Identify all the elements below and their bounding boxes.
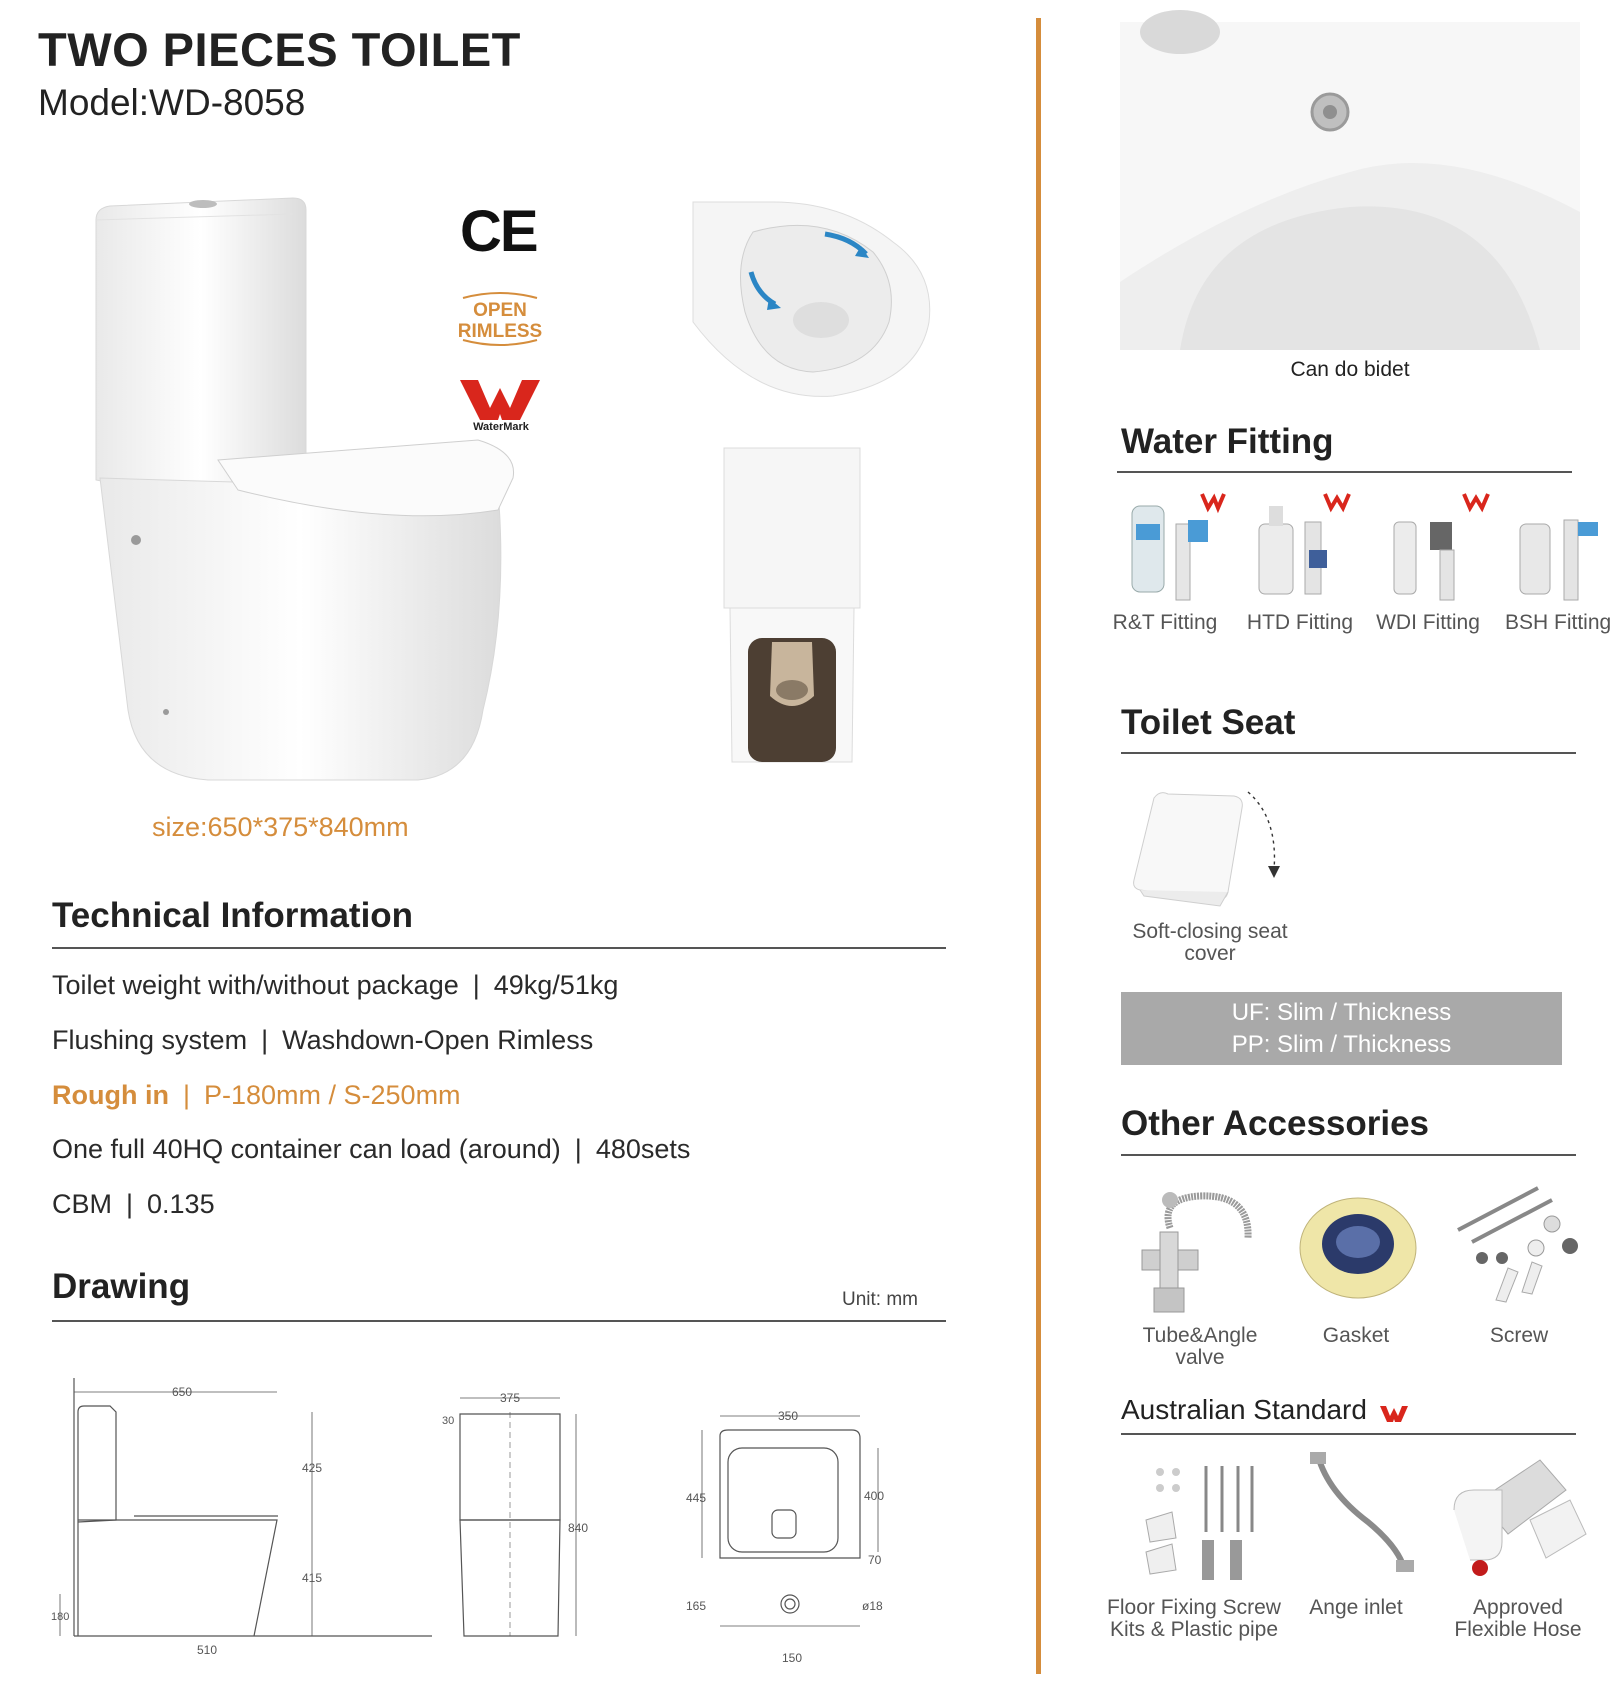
drawing-plan-outlet (772, 1510, 796, 1538)
dim-415: 415 (302, 1571, 323, 1585)
bidet-photo-image (1120, 22, 1580, 350)
soft-closing-seat-icon (1130, 788, 1290, 910)
info-value: P-180mm / S-250mm (203, 1080, 461, 1110)
info-separator: | (574, 1134, 582, 1164)
open-rimless-badge (455, 300, 545, 342)
info-value: 49kg/51kg (493, 970, 619, 1000)
australian-standard-divider (1121, 1433, 1576, 1435)
dim-510: 510 (197, 1643, 218, 1657)
floor-fixing-kit-icon (1140, 1462, 1260, 1582)
tube-angle-valve-icon (1140, 1188, 1260, 1318)
ange-inlet-icon (1308, 1452, 1418, 1572)
flexible-hose-icon (1450, 1450, 1590, 1580)
dim-375: 375 (500, 1391, 521, 1405)
info-label: Rough in (52, 1080, 169, 1110)
accessory-label-gasket: Gasket (1322, 1324, 1390, 1347)
toilet-seat-title: Toilet Seat (1121, 703, 1296, 742)
dim-30: 30 (442, 1415, 455, 1427)
info-value: Washdown-Open Rimless (282, 1025, 594, 1055)
info-label: One full 40HQ container can load (around) (52, 1134, 561, 1164)
product-size: size:650*375*840mm (152, 812, 409, 842)
dim-150: 150 (782, 1651, 803, 1665)
seat-option-pp: PP: Slim / Thickness (1231, 1031, 1452, 1058)
seat-option-uf: UF: Slim / Thickness (1231, 999, 1452, 1026)
dim-180: 180 (51, 1611, 70, 1623)
australian-standard-title: Australian Standard (1121, 1394, 1367, 1425)
fitting-label-bsh: BSH Fitting (1505, 611, 1611, 634)
au-label-floor-fixing: Floor Fixing Screw Kits & Plastic pipe (1107, 1596, 1281, 1642)
model-number: Model:WD-8058 (38, 82, 306, 123)
water-fitting-title: Water Fitting (1121, 422, 1334, 461)
dim-400: 400 (864, 1489, 885, 1503)
other-accessories-divider (1121, 1154, 1576, 1156)
drawing-plan-outline (720, 1430, 860, 1558)
drawing-side-tank (78, 1406, 116, 1636)
drawing-plan-inlet (781, 1595, 799, 1613)
dim-840: 840 (568, 1521, 589, 1535)
dim-70: 70 (868, 1553, 882, 1567)
watermark-logo-text: WaterMark (473, 421, 529, 433)
toilet-back-view-image (722, 446, 862, 764)
seat-options-box (1121, 992, 1562, 1065)
info-label: Toilet weight with/without package (52, 970, 459, 1000)
other-accessories-title: Other Accessories (1121, 1104, 1430, 1143)
dim-350: 350 (778, 1409, 799, 1423)
info-separator: | (126, 1189, 134, 1219)
drawing-divider (52, 1320, 946, 1322)
watermark-small-icon (1380, 1404, 1410, 1426)
water-fitting-divider (1117, 471, 1572, 473)
accessory-label-screw: Screw (1489, 1324, 1549, 1347)
info-row-container (52, 1134, 690, 1165)
screw-icon (1452, 1182, 1586, 1302)
bsh-fitting-icon (1516, 514, 1600, 604)
au-label-flexible-hose: Approved Flexible Hose (1454, 1596, 1582, 1642)
watermark-logo-icon (460, 378, 550, 422)
dim-445: 445 (686, 1491, 707, 1505)
info-row-weight (52, 970, 618, 1001)
info-value: 0.135 (147, 1189, 215, 1219)
info-row-rough-in (52, 1080, 461, 1111)
drawing-side-bowl (78, 1520, 277, 1636)
info-value: 480sets (595, 1134, 691, 1164)
fitting-label-wdi: WDI Fitting (1376, 611, 1480, 634)
technical-info-title: Technical Information (52, 896, 414, 935)
dim-18: ø18 (862, 1599, 883, 1613)
info-row-cbm (52, 1189, 215, 1220)
gasket-icon (1298, 1192, 1418, 1302)
dim-650: 650 (172, 1385, 193, 1399)
bidet-caption: Can do bidet (1290, 358, 1410, 381)
drawing-plan-bowl (728, 1448, 838, 1552)
page-title: TWO PIECES TOILET (38, 23, 521, 76)
seat-caption: Soft-closing seat cover (1132, 920, 1288, 966)
info-label: Flushing system (52, 1025, 248, 1055)
technical-drawing (52, 1372, 942, 1680)
ce-mark-icon: CE (460, 199, 537, 264)
info-separator: | (261, 1025, 269, 1055)
rt-fitting-icon (1128, 494, 1216, 604)
au-label-ange-inlet: Ange inlet (1309, 1596, 1403, 1619)
htd-fitting-icon (1255, 494, 1345, 604)
info-separator: | (472, 970, 480, 1000)
fitting-label-htd: HTD Fitting (1246, 611, 1354, 634)
drawing-unit: Unit: mm (842, 1289, 918, 1310)
info-label: CBM (52, 1189, 112, 1219)
toilet-seat-divider (1121, 752, 1576, 754)
toilet-product-image (88, 190, 528, 790)
info-row-flushing (52, 1025, 593, 1056)
open-rimless-line1: OPEN (473, 300, 527, 321)
open-rimless-line2: RIMLESS (457, 321, 543, 342)
wdi-fitting-icon (1390, 494, 1484, 604)
technical-info-divider (52, 947, 946, 949)
dim-425: 425 (302, 1461, 323, 1475)
rimless-bowl-top-view-image (693, 202, 935, 398)
info-separator: | (182, 1080, 190, 1110)
fitting-label-rt: R&T Fitting (1112, 611, 1218, 634)
dim-165: 165 (686, 1599, 707, 1613)
accessory-label-tube-angle-valve: Tube&Angle valve (1142, 1324, 1258, 1370)
column-divider (1036, 18, 1041, 1674)
drawing-title: Drawing (52, 1267, 191, 1306)
